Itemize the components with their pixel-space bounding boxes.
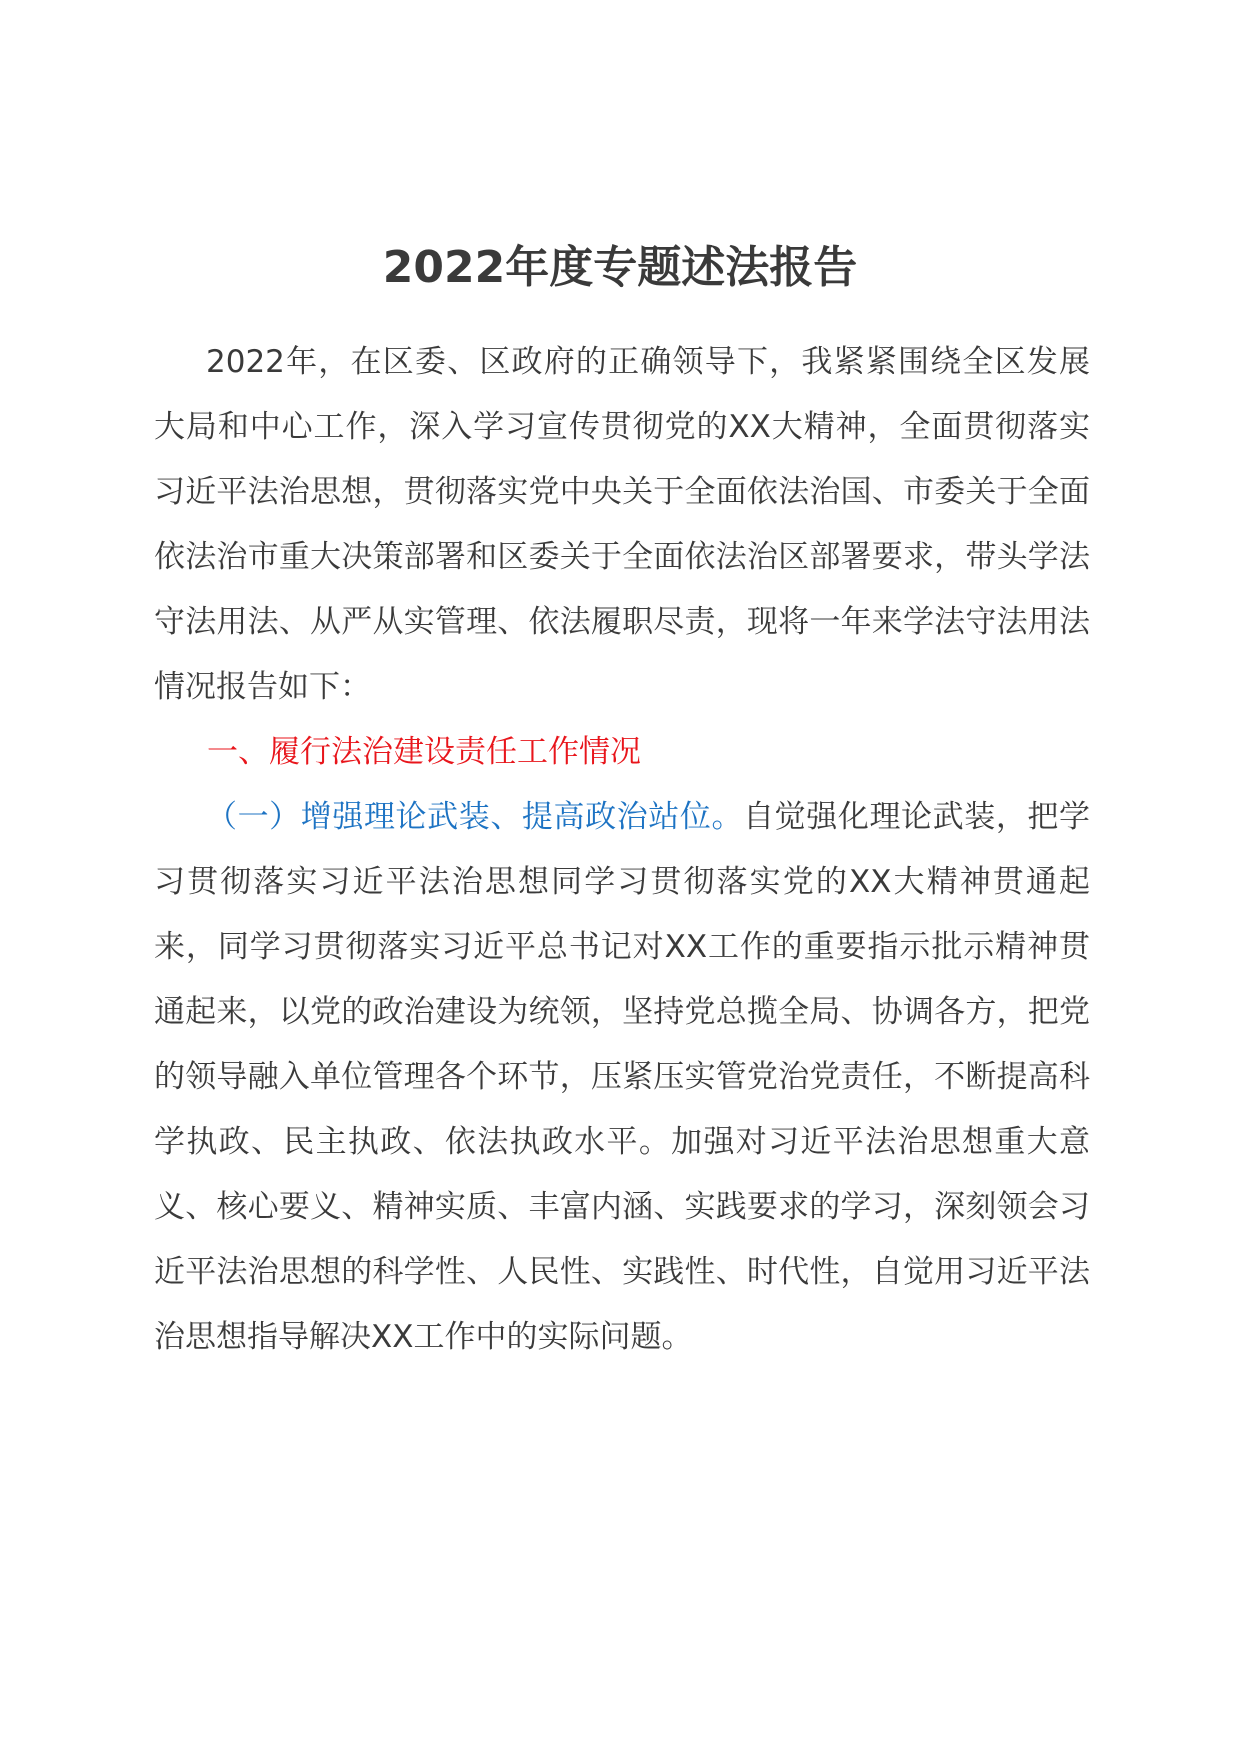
document-title: 2022年度专题述法报告 bbox=[382, 242, 858, 293]
intro-paragraph: 2022年，在区委、区政府的正确领导下，我紧紧围绕全区发展大局和中心工作，深入学习宣传贯彻党的XX大精神，全面贯彻落实习近平法治思想，贯彻落实党中央关于全面依法治国、市委关于全面依法治市重大决策部署和区委关于全面依法治区部署要求，带头学法守法用法、从严从实管理、依法履职尽责，现将一年来学法守法用法情况报告如下： bbox=[154, 344, 1090, 705]
subsection-body-text: 自觉强化理论武装，把学习贯彻落实习近平法治思想同学习贯彻落实党的XX大精神贯通起来，同学习贯彻落实习近平总书记对XX工作的重要指示批示精神贯通起来，以党的政治建设为统领，坚持党总揽全局、协调各方，把党的领导融入单位管理各个环节，压紧压实管党治党责任，不断提高科学执政、民主执政、依法执政水平。加强对习近平法治思想重大意义、核心要义、精神实质、丰富内涵、实践要求的学习，深刻领会习近平法治思想的科学性、人民性、实践性、时代性，自觉用习近平法治思想指导解决XX工作中的实际问题。 bbox=[154, 799, 1091, 1355]
section-heading: 一、履行法治建设责任工作情况 bbox=[207, 734, 641, 770]
subsection-paragraph bbox=[154, 785, 1090, 1370]
subsection-heading: （一）增强理论武装、提高政治站位。 bbox=[206, 799, 744, 835]
